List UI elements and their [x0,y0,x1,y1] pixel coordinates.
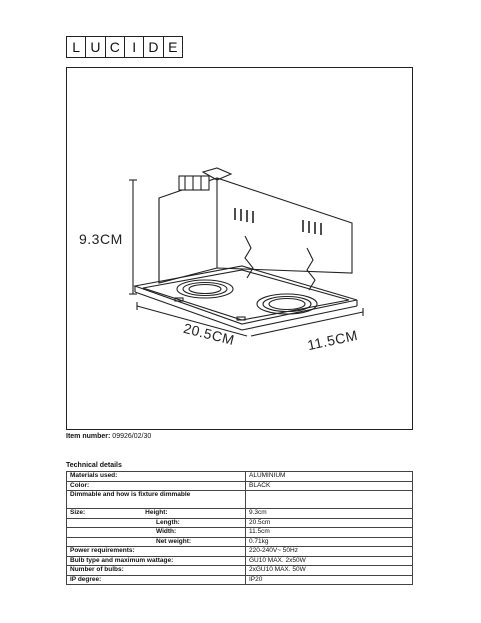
row-label: IP degree: [67,575,246,585]
item-number-value: 09926/02/30 [112,433,152,440]
row-value: IP20 [246,575,413,585]
row-label: Power requirements: [67,547,246,557]
table-row [67,528,413,538]
row-value [246,491,413,509]
row-label: Net weight: [67,537,246,547]
item-number-label: Item number: [66,433,111,440]
logo-letter: I [125,37,144,57]
row-label: Width: [67,528,246,538]
row-label: Bulb type and maximum wattage: [67,556,246,566]
table-row [67,509,413,519]
row-value: 11.5cm [246,528,413,538]
row-value: 2xGU10 MAX. 50W [246,566,413,576]
table-row [67,566,413,576]
length-dimension-label: 20.5CM [181,319,237,349]
row-label: Size: Height: [67,509,246,519]
row-label: Length: [67,518,246,528]
logo-letter: L [67,37,86,57]
table-row [67,537,413,547]
table-row [67,481,413,491]
logo-letter: U [86,37,105,57]
row-label: Materials used: [67,472,246,482]
row-value: 20.5cm [246,518,413,528]
logo-letter: C [106,37,125,57]
technical-details-table [66,471,413,585]
height-dimension-label: 9.3CM [79,231,123,247]
table-row [67,556,413,566]
table-row [67,575,413,585]
row-value: 220-240V~ 50Hz [246,547,413,557]
product-drawing-frame [66,67,413,430]
row-label: Dimmable and how is fixture dimmable [67,491,246,509]
table-row [67,518,413,528]
row-value: ALUMINIUM [246,472,413,482]
product-line-drawing [67,68,412,429]
table-row [67,491,413,509]
table-row [67,472,413,482]
row-label: Number of bulbs: [67,566,246,576]
logo-letter: D [144,37,163,57]
brand-logo [66,36,183,58]
row-value: GU10 MAX. 2x50W [246,556,413,566]
technical-details-title: Technical details [66,462,122,469]
row-label: Color: [67,481,246,491]
logo-letter: E [168,39,178,55]
table-row [67,547,413,557]
row-value: 0.71kg [246,537,413,547]
row-value: BLACK [246,481,413,491]
item-number [66,433,151,440]
width-dimension-label: 11.5CM [305,326,360,354]
row-value: 9.3cm [246,509,413,519]
